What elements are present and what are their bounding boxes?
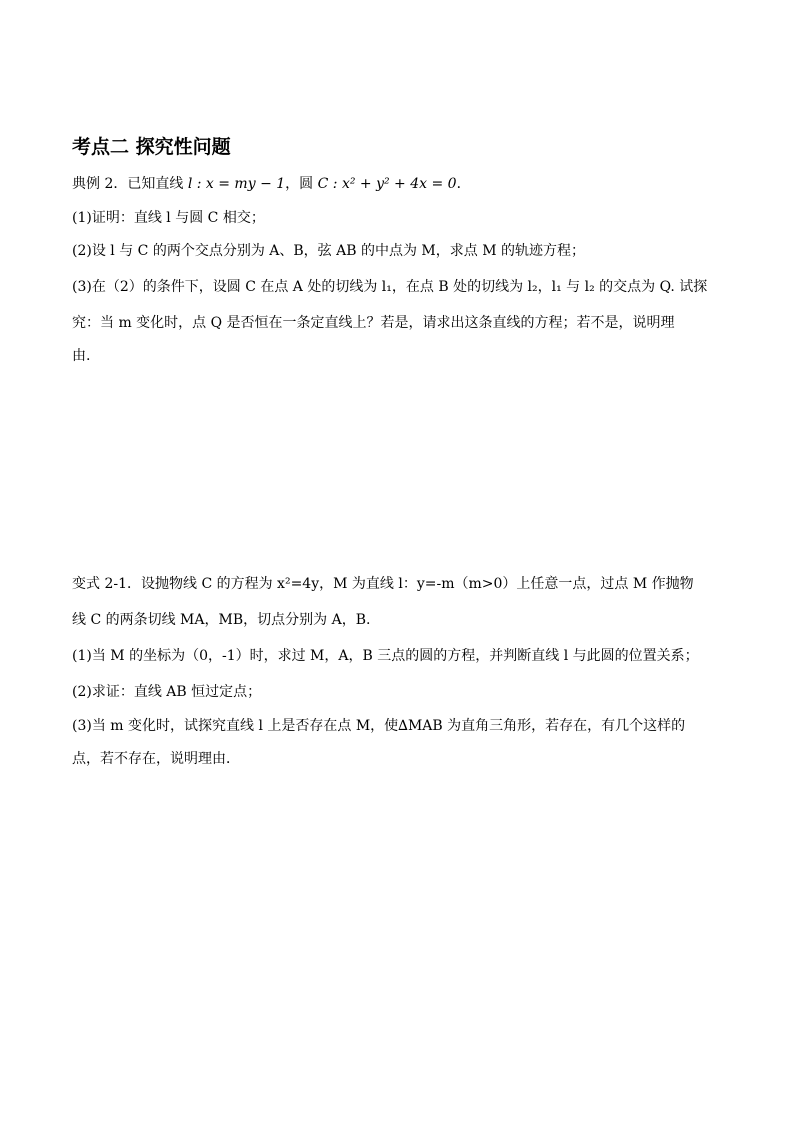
example-intro bbox=[72, 174, 471, 194]
variant-line-1: 变式 2-1．设抛物线 C 的方程为 x²=4y，M 为直线 l：y=-m（m>0）上任意一点，过点 M 作抛物 bbox=[72, 576, 694, 592]
example-question-3-line-1: (3)在（2）的条件下，设圆 C 在点 A 处的切线为 l₁，在点 B 处的切线为 l₂，l₁ 与 l₂ 的交点为 Q. 试探 bbox=[72, 279, 708, 295]
section-title: 考点二 探究性问题 bbox=[72, 136, 231, 158]
variant-question-3-line-2: 点，若不存在，说明理由． bbox=[72, 751, 240, 767]
example-intro-end: ． bbox=[456, 176, 471, 192]
variant-question-3-line-1: (3)当 m 变化时，试探究直线 l 上是否存在点 M，使∆MAB 为直角三角形，若存在，有几个这样的 bbox=[72, 718, 686, 734]
example-question-1: (1)证明：直线 l 与圆 C 相交； bbox=[72, 210, 265, 226]
variant-question-2: (2)求证：直线 AB 恒过定点； bbox=[72, 684, 262, 700]
line-equation: l : x = my − 1 bbox=[187, 176, 286, 192]
example-question-2: (2)设 l 与 C 的两个交点分别为 A、B，弦 AB 的中点为 M，求点 M 的轨迹方程； bbox=[72, 243, 585, 259]
circle-equation: C : x² + y² + 4x = 0 bbox=[317, 176, 457, 192]
example-intro-mid: ，圆 bbox=[285, 176, 318, 192]
example-question-3-line-3: 由. bbox=[72, 348, 91, 364]
example-intro-prefix: 典例 2．已知直线 bbox=[72, 176, 188, 192]
variant-line-2: 线 C 的两条切线 MA，MB，切点分别为 A，B. bbox=[72, 612, 371, 628]
variant-question-1: (1)当 M 的坐标为（0，-1）时，求过 M，A，B 三点的圆的方程，并判断直线 l 与此圆的位置关系； bbox=[72, 648, 699, 664]
example-question-3-line-2: 究：当 m 变化时，点 Q 是否恒在一条定直线上？若是，请求出这条直线的方程；若不是，说明理 bbox=[72, 315, 675, 331]
